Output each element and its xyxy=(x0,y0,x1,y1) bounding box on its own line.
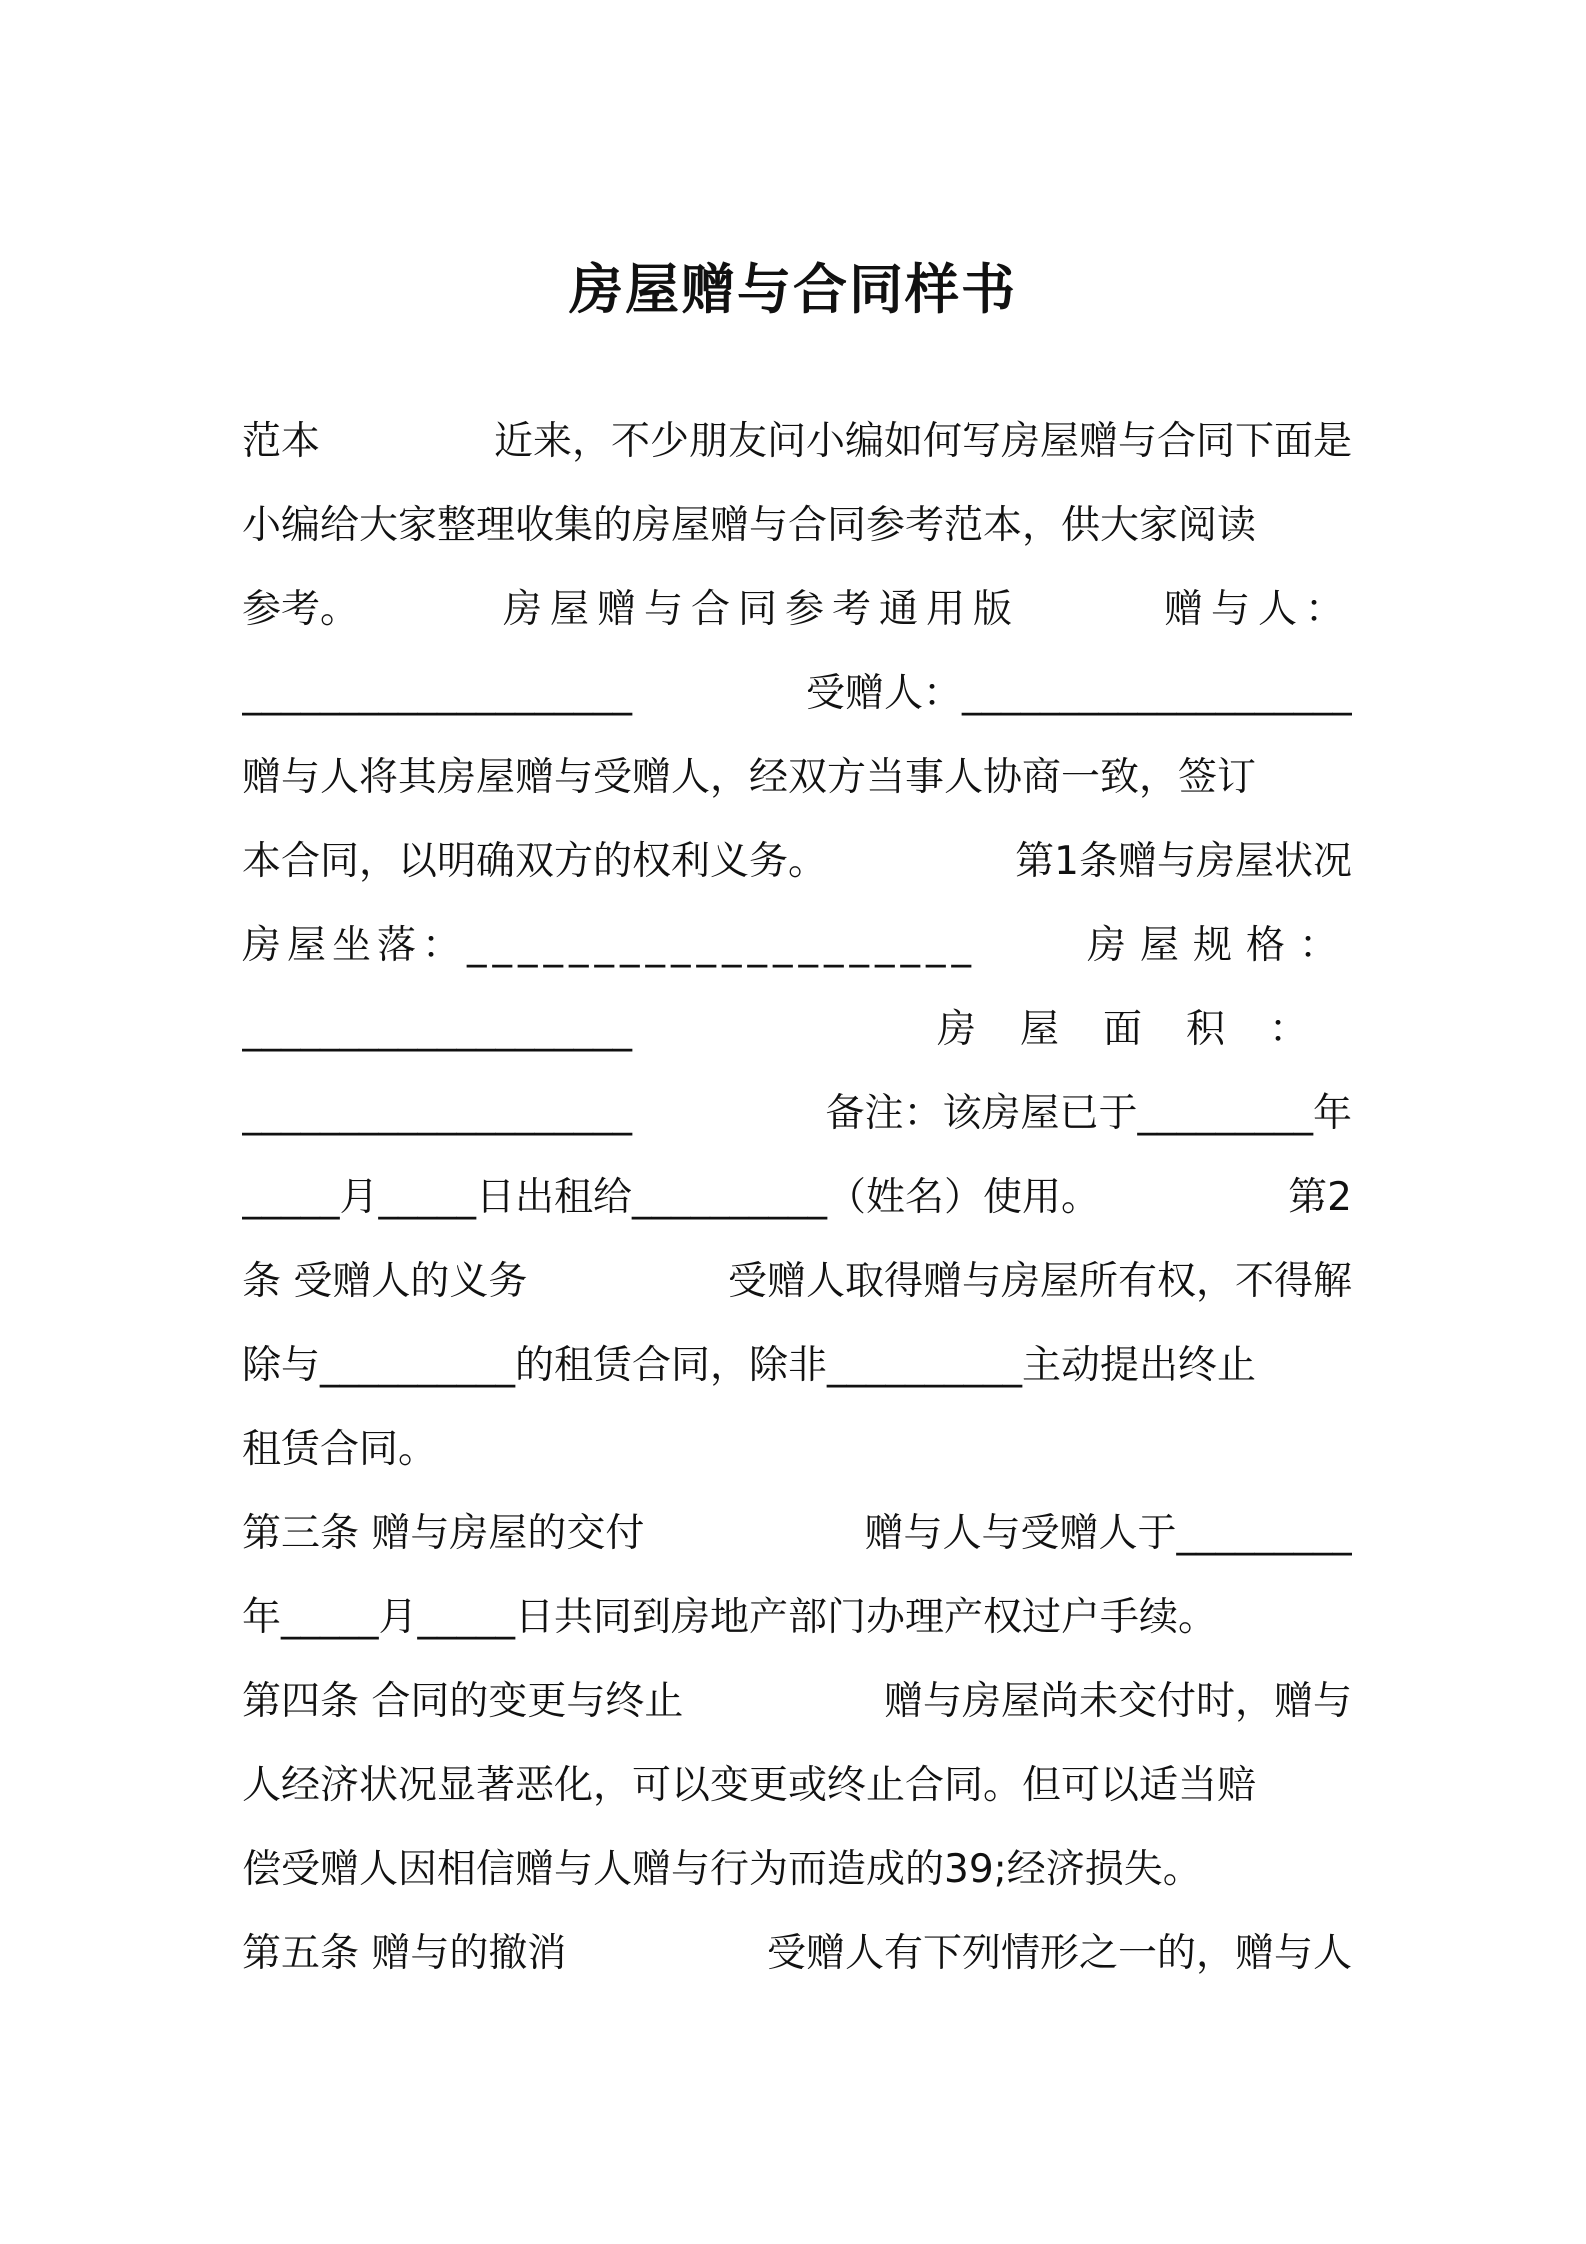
line-19-segment-2: 受赠人有下列情形之一的，赠与人 xyxy=(766,1931,1352,1976)
line-8-segment-2: 房屋面积： xyxy=(936,1007,1352,1052)
line-11-segment-1: 条 受赠人的义务 xyxy=(242,1259,528,1304)
line-13-segment-1: 租赁合同。 xyxy=(242,1427,438,1472)
line-14-segment-2: 赠与人与受赠人于_________ xyxy=(864,1511,1352,1556)
text-line-4 xyxy=(242,652,1352,736)
text-line-2 xyxy=(242,484,1352,568)
line-6-segment-1: 本合同，以明确双方的权利义务。 xyxy=(242,839,828,884)
line-6-segment-2: 第1条赠与房屋状况 xyxy=(1015,839,1352,884)
line-3-segment-3: 赠与人： xyxy=(1163,587,1352,632)
line-11-segment-2: 受赠人取得赠与房屋所有权，不得解 xyxy=(727,1259,1352,1304)
line-1-segment-2: 近来，不少朋友问小编如何写房屋赠与合同下面是 xyxy=(493,419,1352,464)
text-line-10 xyxy=(242,1156,1352,1240)
text-line-3 xyxy=(242,568,1352,652)
line-17-segment-1: 人经济状况显著恶化，可以变更或终止合同。但可以适当赔 xyxy=(242,1763,1257,1808)
text-line-11 xyxy=(242,1240,1352,1324)
line-4-segment-1: ____________________ xyxy=(242,671,632,716)
text-line-6 xyxy=(242,820,1352,904)
text-line-17 xyxy=(242,1744,1352,1828)
line-9-segment-2: 备注：该房屋已于_________年 xyxy=(825,1091,1352,1136)
text-line-18 xyxy=(242,1828,1352,1912)
line-8-segment-1: ____________________ xyxy=(242,1007,632,1052)
document-title: 房屋赠与合同样书 xyxy=(569,258,1017,321)
text-line-15 xyxy=(242,1576,1352,1660)
line-16-segment-1: 第四条 合同的变更与终止 xyxy=(242,1679,684,1724)
text-line-12 xyxy=(242,1324,1352,1408)
line-7-segment-1: 房屋坐落：____________________ xyxy=(242,923,978,968)
line-15-segment-1: 年_____月_____日共同到房地产部门办理产权过户手续。 xyxy=(242,1595,1218,1640)
line-14-segment-1: 第三条 赠与房屋的交付 xyxy=(242,1511,645,1556)
line-1-segment-1: 范本 xyxy=(242,419,321,464)
text-line-19 xyxy=(242,1912,1352,1996)
line-18-segment-1: 偿受赠人因相信赠与人赠与行为而造成的39;经济损失。 xyxy=(242,1847,1202,1892)
line-3-segment-2: 房屋赠与合同参考通用版 xyxy=(502,587,1020,632)
text-line-5 xyxy=(242,736,1352,820)
line-10-segment-2: 第2 xyxy=(1288,1175,1352,1220)
line-7-segment-2: 房屋规格： xyxy=(1086,923,1352,968)
line-19-segment-1: 第五条 赠与的撤消 xyxy=(242,1931,567,1976)
text-line-9 xyxy=(242,1072,1352,1156)
text-line-8 xyxy=(242,988,1352,1072)
text-line-7 xyxy=(242,904,1352,988)
line-12-segment-1: 除与__________的租赁合同，除非__________主动提出终止 xyxy=(242,1343,1257,1388)
text-line-14 xyxy=(242,1492,1352,1576)
line-9-segment-1: ____________________ xyxy=(242,1091,632,1136)
line-10-segment-1: _____月_____日出租给__________（姓名）使用。 xyxy=(242,1175,1101,1220)
line-3-segment-1: 参考。 xyxy=(242,587,360,632)
line-2-segment-1: 小编给大家整理收集的房屋赠与合同参考范本，供大家阅读 xyxy=(242,503,1257,548)
line-5-segment-1: 赠与人将其房屋赠与受赠人，经双方当事人协商一致，签订 xyxy=(242,755,1257,800)
text-line-13 xyxy=(242,1408,1352,1492)
text-line-1 xyxy=(242,400,1352,484)
line-16-segment-2: 赠与房屋尚未交付时，赠与 xyxy=(883,1679,1352,1724)
line-4-segment-2: 受赠人：____________________ xyxy=(805,671,1352,716)
text-line-16 xyxy=(242,1660,1352,1744)
